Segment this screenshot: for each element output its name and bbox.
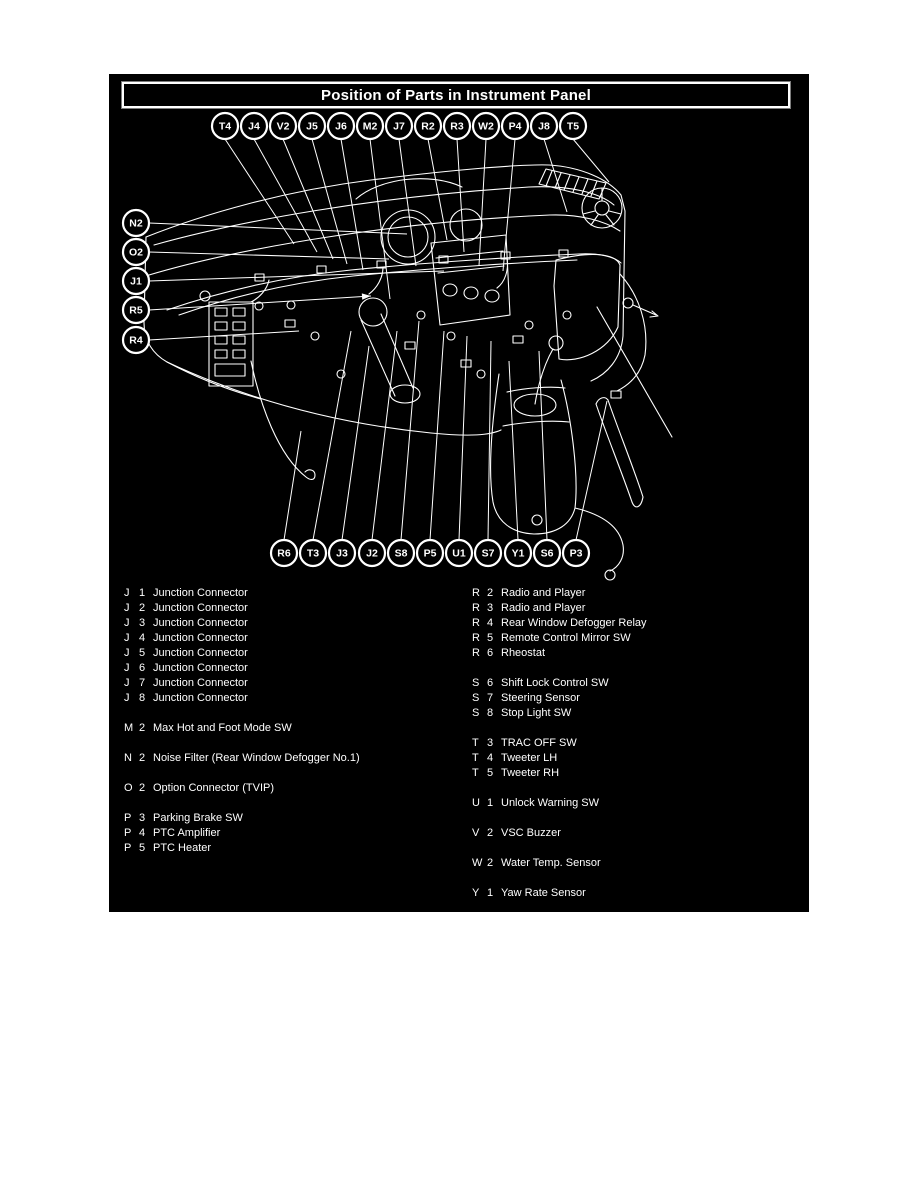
legend-desc: Max Hot and Foot Mode SW <box>153 722 292 734</box>
legend-letter: S <box>472 707 480 719</box>
center-stack <box>431 235 510 325</box>
legend-num: 1 <box>487 887 494 899</box>
legend-num: 3 <box>139 812 146 824</box>
instrument-panel-line-art <box>144 165 672 580</box>
legend-entry-W2 <box>472 856 792 871</box>
callout-label-M2: M2 <box>362 120 378 133</box>
legend-num: 5 <box>139 647 146 659</box>
legend-right-column <box>472 586 792 901</box>
legend-group-gap <box>472 841 792 856</box>
legend-num: 8 <box>487 707 494 719</box>
leader-line-J5 <box>312 139 347 264</box>
legend-letter: R <box>472 587 480 599</box>
legend-entry-J1 <box>124 586 454 601</box>
legend-num: 5 <box>487 767 494 779</box>
callout-label-T3: T3 <box>306 547 320 560</box>
legend-letter: J <box>124 602 130 614</box>
legend-letter: R <box>472 602 480 614</box>
legend-desc: Junction Connector <box>153 692 248 704</box>
legend-desc: Junction Connector <box>153 602 248 614</box>
legend-entry-J6 <box>124 661 454 676</box>
legend-letter: U <box>472 797 480 809</box>
legend-entry-R3 <box>472 601 792 616</box>
legend-desc: Parking Brake SW <box>153 812 243 824</box>
legend-desc: TRAC OFF SW <box>501 737 577 749</box>
legend-desc: Radio and Player <box>501 587 586 599</box>
leader-line-W2 <box>479 139 486 266</box>
callout-label-O2: O2 <box>128 246 144 259</box>
leader-line-J3 <box>342 346 369 540</box>
legend-desc: Radio and Player <box>501 602 586 614</box>
legend-letter: J <box>124 632 130 644</box>
callout-label-J2: J2 <box>366 547 378 560</box>
legend-num: 4 <box>487 617 494 629</box>
legend-num: 2 <box>139 602 146 614</box>
legend-entry-T4 <box>472 751 792 766</box>
legend-letter: J <box>124 692 130 704</box>
legend-group-gap <box>124 736 454 751</box>
legend-entry-J3 <box>124 616 454 631</box>
callout-label-P4: P4 <box>508 120 522 133</box>
shift-lever <box>535 349 553 404</box>
center-console <box>491 336 577 534</box>
legend-letter: R <box>472 647 480 659</box>
callout-label-J1: J1 <box>130 275 142 288</box>
callout-label-R6: R6 <box>277 547 291 560</box>
leader-line-R3 <box>457 139 464 252</box>
leader-line-P4 <box>503 139 515 271</box>
leader-line-J1 <box>149 271 444 281</box>
legend-num: 3 <box>139 617 146 629</box>
legend-desc: Junction Connector <box>153 647 248 659</box>
glove-box <box>554 254 620 359</box>
legend-left-column <box>124 586 454 856</box>
harness-branch-cable <box>251 361 315 479</box>
legend-desc: Junction Connector <box>153 677 248 689</box>
legend-desc: Tweeter LH <box>501 752 558 764</box>
legend-group-gap <box>124 766 454 781</box>
legend-num: 2 <box>139 752 146 764</box>
leader-line-J8 <box>544 139 567 212</box>
legend-group-gap <box>124 706 454 721</box>
callout-label-P5: P5 <box>423 547 437 560</box>
callout-label-Y1: Y1 <box>511 547 525 560</box>
leader-line-R6 <box>284 431 301 540</box>
leader-line-R2 <box>428 139 447 240</box>
legend-desc: Unlock Warning SW <box>501 797 600 809</box>
legend-group-gap <box>472 781 792 796</box>
leader-line-O2 <box>149 252 389 259</box>
legend-letter: T <box>472 737 479 749</box>
legend-letter: O <box>124 782 133 794</box>
leader-line-S7 <box>488 341 491 540</box>
mounting-screw-icon <box>623 298 658 317</box>
legend-desc: Shift Lock Control SW <box>501 677 609 689</box>
legend-desc: Steering Sensor <box>501 692 580 704</box>
legend-num: 3 <box>487 737 494 749</box>
legend-entry-S7 <box>472 691 792 706</box>
legend-num: 6 <box>487 647 494 659</box>
legend-letter: J <box>124 647 130 659</box>
legend-entry-P4 <box>124 826 454 841</box>
legend-desc: Tweeter RH <box>501 767 560 779</box>
callout-label-R5: R5 <box>129 304 143 317</box>
callout-label-T5: T5 <box>566 120 580 133</box>
legend-entry-J8 <box>124 691 454 706</box>
callout-label-R3: R3 <box>450 120 464 133</box>
legend-group-gap <box>472 721 792 736</box>
leader-line-R4 <box>149 331 299 340</box>
legend-num: 2 <box>487 857 494 869</box>
callout-label-N2: N2 <box>129 217 143 230</box>
legend-desc: PTC Heater <box>153 842 212 854</box>
legend-desc: Junction Connector <box>153 632 248 644</box>
leader-line-M2 <box>370 139 390 299</box>
legend-entry-J2 <box>124 601 454 616</box>
dashboard-top-inner-line <box>154 187 614 245</box>
legend-entry-U1 <box>472 796 792 811</box>
leader-line-P3 <box>576 401 607 540</box>
legend-entry-M2 <box>124 721 454 736</box>
legend-entry-S6 <box>472 676 792 691</box>
legend-letter: P <box>124 842 132 854</box>
legend-num: 7 <box>139 677 146 689</box>
legend-letter: T <box>472 767 479 779</box>
legend-letter: M <box>124 722 134 734</box>
legend-entry-Y1 <box>472 886 792 901</box>
callout-label-S6: S6 <box>540 547 554 560</box>
legend-letter: N <box>124 752 132 764</box>
legend-group-gap <box>472 811 792 826</box>
leader-line-Y1 <box>509 361 518 540</box>
legend-desc: Option Connector (TVIP) <box>153 782 275 794</box>
legend-num: 3 <box>487 602 494 614</box>
legend-num: 2 <box>487 827 494 839</box>
legend-letter: P <box>124 827 132 839</box>
legend-num: 6 <box>139 662 146 674</box>
shift-knob <box>549 336 563 350</box>
legend-desc: Water Temp. Sensor <box>501 857 601 869</box>
legend-group-gap <box>472 871 792 886</box>
callout-label-J6: J6 <box>335 120 347 133</box>
leader-line-J4 <box>254 139 317 252</box>
legend-num: 5 <box>487 632 494 644</box>
callout-label-J3: J3 <box>336 547 348 560</box>
legend-entry-T3 <box>472 736 792 751</box>
leader-line-P5 <box>430 331 444 540</box>
legend-entry-N2 <box>124 751 454 766</box>
leader-line-V2 <box>283 139 333 259</box>
legend-entry-O2 <box>124 781 454 796</box>
legend-entry-V2 <box>472 826 792 841</box>
legend-num: 8 <box>139 692 146 704</box>
legend-group-gap <box>472 661 792 676</box>
instrument-cluster <box>356 179 482 264</box>
legend-desc: Rear Window Defogger Relay <box>501 617 647 629</box>
callout-label-S7: S7 <box>481 547 495 560</box>
callout-label-J7: J7 <box>393 120 405 133</box>
callout-label-S8: S8 <box>394 547 408 560</box>
callout-label-W2: W2 <box>478 120 494 133</box>
legend-entry-S8 <box>472 706 792 721</box>
legend-letter: T <box>472 752 479 764</box>
legend-entry-P3 <box>124 811 454 826</box>
legend-letter: J <box>124 677 130 689</box>
legend-num: 4 <box>487 752 494 764</box>
legend-letter: S <box>472 692 480 704</box>
legend-entry-R5 <box>472 631 792 646</box>
legend-letter: J <box>124 617 130 629</box>
legend-letter: V <box>472 827 480 839</box>
legend-desc: Rheostat <box>501 647 546 659</box>
legend-num: 1 <box>487 797 494 809</box>
legend-letter: Y <box>472 887 480 899</box>
legend-desc: Noise Filter (Rear Window Defogger No.1) <box>153 752 360 764</box>
callout-label-T4: T4 <box>218 120 232 133</box>
legend-num: 4 <box>139 632 146 644</box>
callout-label-V2: V2 <box>276 120 290 133</box>
callout-label-J8: J8 <box>538 120 550 133</box>
parking-brake-lever <box>596 398 643 507</box>
legend-letter: R <box>472 617 480 629</box>
callout-label-R4: R4 <box>129 334 143 347</box>
legend-num: 6 <box>487 677 494 689</box>
legend-desc: Junction Connector <box>153 617 248 629</box>
legend-num: 5 <box>139 842 146 854</box>
legend-entry-T5 <box>472 766 792 781</box>
legend-desc: Stop Light SW <box>501 707 572 719</box>
legend-num: 2 <box>139 722 146 734</box>
leader-line-S6 <box>539 351 547 540</box>
legend-letter: J <box>124 587 130 599</box>
leader-line-S8 <box>401 321 419 540</box>
diagram-title: Position of Parts in Instrument Panel <box>321 86 591 104</box>
legend-letter: S <box>472 677 480 689</box>
legend-num: 2 <box>139 782 146 794</box>
legend-entry-R6 <box>472 646 792 661</box>
legend-entry-P5 <box>124 841 454 856</box>
legend-desc: PTC Amplifier <box>153 827 221 839</box>
legend-letter: J <box>124 662 130 674</box>
legend-entry-R2 <box>472 586 792 601</box>
leader-line-R5 <box>149 296 371 310</box>
legend-desc: VSC Buzzer <box>501 827 561 839</box>
callout-label-P3: P3 <box>569 547 583 560</box>
legend-desc: Junction Connector <box>153 587 248 599</box>
legend-num: 7 <box>487 692 494 704</box>
right-side-wire <box>617 274 646 391</box>
legend-num: 1 <box>139 587 146 599</box>
legend-num: 4 <box>139 827 146 839</box>
callout-label-R2: R2 <box>421 120 435 133</box>
legend-desc: Junction Connector <box>153 662 248 674</box>
diagram-panel <box>109 74 809 912</box>
legend-letter: W <box>472 857 483 869</box>
right-side-connector <box>611 391 621 398</box>
leader-line-J2 <box>372 331 397 540</box>
legend-entry-R4 <box>472 616 792 631</box>
leader-line-T5 <box>573 139 609 182</box>
callout-label-U1: U1 <box>452 547 466 560</box>
legend-num: 2 <box>487 587 494 599</box>
legend-group-gap <box>124 796 454 811</box>
callout-label-J5: J5 <box>306 120 318 133</box>
leader-line-N2 <box>149 223 407 234</box>
legend-letter: P <box>124 812 132 824</box>
legend-desc: Yaw Rate Sensor <box>501 887 586 899</box>
callout-label-J4: J4 <box>248 120 260 133</box>
leader-line-J7 <box>399 139 416 266</box>
leader-line-T3 <box>313 331 351 540</box>
legend-entry-J7 <box>124 676 454 691</box>
legend-entry-J5 <box>124 646 454 661</box>
legend-letter: R <box>472 632 480 644</box>
legend-entry-J4 <box>124 631 454 646</box>
unlabeled-leader-line <box>597 307 672 437</box>
legend-desc: Remote Control Mirror SW <box>501 632 631 644</box>
small-connectors <box>285 301 571 378</box>
